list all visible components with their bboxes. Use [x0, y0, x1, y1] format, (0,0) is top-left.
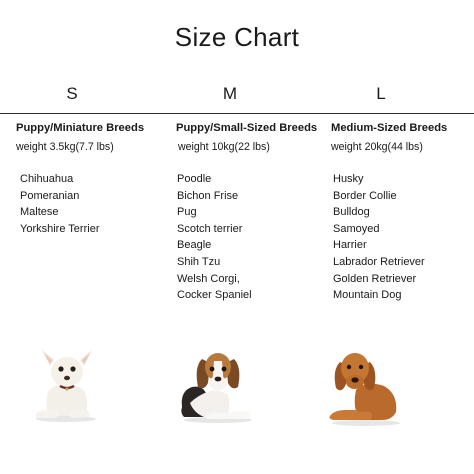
breed-item: Pug: [177, 206, 197, 219]
breed-list: [177, 171, 317, 304]
breed-item: Harrier: [333, 239, 367, 252]
breed-list: [20, 171, 144, 237]
column-heading: Medium-Sized Breeds: [331, 122, 448, 134]
size-label-s: S: [66, 84, 78, 103]
header-divider: [0, 113, 474, 114]
column-heading: Puppy/Small-Sized Breeds: [176, 122, 318, 134]
breed-list: [333, 171, 447, 304]
breed-item: Shih Tzu: [177, 255, 221, 268]
breed-item: Mountain Dog: [333, 289, 402, 302]
breed-item: Border Collie: [333, 189, 397, 202]
breed-item: Cocker Spaniel: [177, 289, 252, 302]
chihuahua-photo: [30, 346, 102, 422]
breed-item: Pomeranian: [20, 189, 80, 202]
breed-item: Scotch terrier: [177, 222, 243, 235]
breed-item: Welsh Corgi,: [177, 272, 240, 285]
size-column-s: [16, 122, 144, 237]
breed-item: Bichon Frise: [177, 189, 239, 202]
breed-item: Poodle: [177, 173, 212, 185]
breed-item: Maltese: [20, 206, 59, 219]
column-weight: weight 10kg(22 lbs): [178, 141, 270, 153]
column-weight: weight 20kg(44 lbs): [331, 141, 423, 153]
breed-item: Bulldog: [333, 206, 370, 219]
size-label-m: M: [222, 84, 238, 103]
breed-item: Yorkshire Terrier: [20, 222, 100, 235]
size-column-m: [176, 122, 317, 304]
golden-retriever-photo: [326, 346, 402, 426]
breed-item: Beagle: [177, 239, 212, 252]
column-weight: weight 3.5kg(7.7 lbs): [16, 141, 114, 153]
breed-item: Chihuahua: [20, 173, 74, 185]
page-title: Size Chart: [174, 22, 300, 52]
breed-item: Husky: [333, 173, 364, 185]
size-label-l: L: [376, 84, 386, 103]
size-column-l: [331, 122, 447, 304]
beagle-photo: [176, 347, 258, 423]
breed-item: Golden Retriever: [333, 272, 417, 285]
breed-item: Samoyed: [333, 222, 380, 235]
breed-item: Labrador Retriever: [333, 255, 425, 268]
column-heading: Puppy/Miniature Breeds: [16, 122, 145, 134]
